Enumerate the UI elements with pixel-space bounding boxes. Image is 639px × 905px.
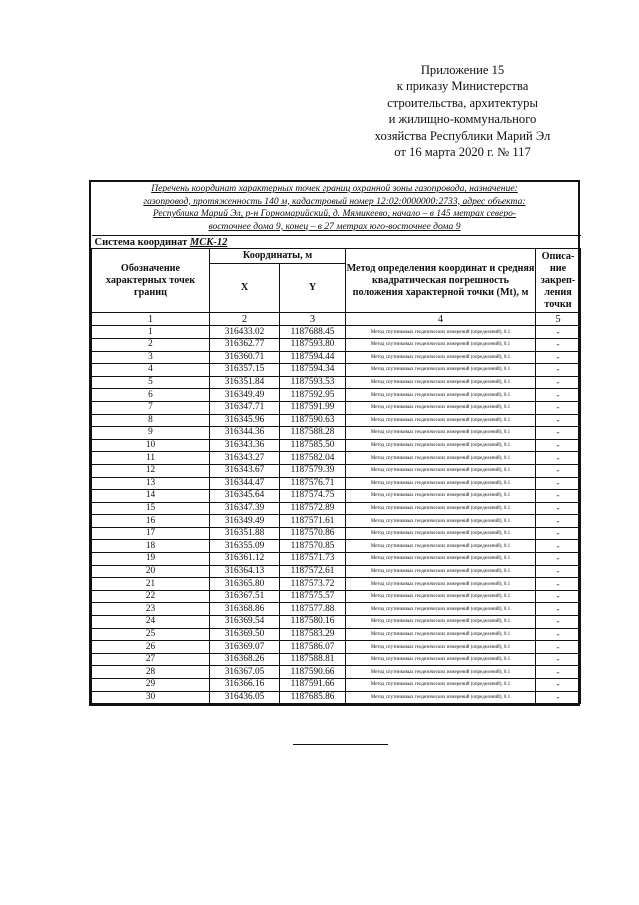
method-cell: Метод спутниковых геодезических измерений (определений), 0.1 xyxy=(346,389,536,402)
fixing-description-cell: - xyxy=(536,540,581,553)
point-number-cell: 27 xyxy=(92,653,210,666)
method-cell: Метод спутниковых геодезических измерений (определений), 0.1 xyxy=(346,401,536,414)
table-row xyxy=(92,666,581,679)
y-coordinate-cell: 1187591.99 xyxy=(280,401,346,414)
fixing-description-cell: - xyxy=(536,590,581,603)
method-cell: Метод спутниковых геодезических измерений (определений), 0.1 xyxy=(346,477,536,490)
x-coordinate-cell: 316351.88 xyxy=(210,527,280,540)
x-coordinate-cell: 316344.36 xyxy=(210,427,280,440)
fixing-description-cell: - xyxy=(536,389,581,402)
x-coordinate-cell: 316366.16 xyxy=(210,679,280,692)
fixing-description-cell: - xyxy=(536,427,581,440)
method-cell: Метод спутниковых геодезических измерений (определений), 0.1 xyxy=(346,653,536,666)
y-coordinate-cell: 1187579.39 xyxy=(280,464,346,477)
fixing-description-cell: - xyxy=(536,565,581,578)
point-number-cell: 26 xyxy=(92,641,210,654)
header-row xyxy=(92,249,581,264)
list-title-line: Республика Марий Эл, р-н Горномарийский, д. Мямикеево, начало – в 145 метрах северо- xyxy=(152,208,517,220)
coordinate-system-label: Система координат xyxy=(94,236,188,248)
method-cell: Метод спутниковых геодезических измерений (определений), 0.1 xyxy=(346,338,536,351)
fixing-description-cell: - xyxy=(536,666,581,679)
y-coordinate-cell: 1187582.04 xyxy=(280,452,346,465)
appendix-line: к приказу Министерства xyxy=(396,79,529,94)
table-row xyxy=(92,565,581,578)
table-row xyxy=(92,540,581,553)
x-coordinate-cell: 316361.12 xyxy=(210,553,280,566)
y-coordinate-cell: 1187685.86 xyxy=(280,691,346,704)
appendix-line: Приложение 15 xyxy=(420,63,505,77)
x-coordinate-cell: 316343.67 xyxy=(210,464,280,477)
fixing-description-cell: - xyxy=(536,502,581,515)
header-coordinates: Координаты, м xyxy=(210,249,346,264)
table-row xyxy=(92,376,581,389)
method-cell: Метод спутниковых геодезических измерений (определений), 0.1 xyxy=(346,666,536,679)
method-cell: Метод спутниковых геодезических измерений (определений), 0.1 xyxy=(346,376,536,389)
fixing-description-cell: - xyxy=(536,464,581,477)
column-number: 2 xyxy=(210,313,280,326)
fixing-description-cell: - xyxy=(536,603,581,616)
point-number-cell: 19 xyxy=(92,553,210,566)
point-number-cell: 6 xyxy=(92,389,210,402)
fixing-description-cell: - xyxy=(536,515,581,528)
table-row xyxy=(92,502,581,515)
y-coordinate-cell: 1187576.71 xyxy=(280,477,346,490)
x-coordinate-cell: 316433.02 xyxy=(210,326,280,339)
method-cell: Метод спутниковых геодезических измерений (определений), 0.1 xyxy=(346,590,536,603)
fixing-description-cell: - xyxy=(536,578,581,591)
y-coordinate-cell: 1187571.61 xyxy=(280,515,346,528)
x-coordinate-cell: 316349.49 xyxy=(210,389,280,402)
y-coordinate-cell: 1187572.89 xyxy=(280,502,346,515)
coordinates-sheet xyxy=(89,180,580,706)
fixing-description-cell: - xyxy=(536,527,581,540)
fixing-description-cell: - xyxy=(536,439,581,452)
fixing-description-cell: - xyxy=(536,338,581,351)
method-cell: Метод спутниковых геодезических измерений (определений), 0.1 xyxy=(346,427,536,440)
y-coordinate-cell: 1187588.81 xyxy=(280,653,346,666)
column-number: 5 xyxy=(536,313,581,326)
column-number: 1 xyxy=(92,313,210,326)
y-coordinate-cell: 1187688.45 xyxy=(280,326,346,339)
point-number-cell: 9 xyxy=(92,427,210,440)
y-coordinate-cell: 1187591.66 xyxy=(280,679,346,692)
y-coordinate-cell: 1187574.75 xyxy=(280,490,346,503)
y-coordinate-cell: 1187573.72 xyxy=(280,578,346,591)
table-row xyxy=(92,578,581,591)
point-number-cell: 12 xyxy=(92,464,210,477)
point-number-cell: 21 xyxy=(92,578,210,591)
method-cell: Метод спутниковых геодезических измерений (определений), 0.1 xyxy=(346,414,536,427)
header-designation: Обозначение характерных точек границ xyxy=(92,249,210,313)
x-coordinate-cell: 316362.77 xyxy=(210,338,280,351)
point-number-cell: 25 xyxy=(92,628,210,641)
y-coordinate-cell: 1187585.50 xyxy=(280,439,346,452)
x-coordinate-cell: 316368.26 xyxy=(210,653,280,666)
fixing-description-cell: - xyxy=(536,628,581,641)
appendix-line: хозяйства Республики Марий Эл xyxy=(374,128,551,143)
table-row xyxy=(92,364,581,377)
method-cell: Метод спутниковых геодезических измерений (определений), 0.1 xyxy=(346,578,536,591)
x-coordinate-cell: 316347.71 xyxy=(210,401,280,414)
table-row xyxy=(92,679,581,692)
table-row xyxy=(92,439,581,452)
fixing-description-cell: - xyxy=(536,351,581,364)
table-row xyxy=(92,553,581,566)
table-row xyxy=(92,490,581,503)
y-coordinate-cell: 1187570.86 xyxy=(280,527,346,540)
method-cell: Метод спутниковых геодезических измерений (определений), 0.1 xyxy=(346,326,536,339)
point-number-cell: 14 xyxy=(92,490,210,503)
table-row xyxy=(92,628,581,641)
coordinate-system xyxy=(92,236,581,249)
point-number-cell: 13 xyxy=(92,477,210,490)
x-coordinate-cell: 316367.51 xyxy=(210,590,280,603)
x-coordinate-cell: 316365.80 xyxy=(210,578,280,591)
closing-line xyxy=(293,744,388,745)
method-cell: Метод спутниковых геодезических измерений (определений), 0.1 xyxy=(346,628,536,641)
table-row xyxy=(92,414,581,427)
x-coordinate-cell: 316349.49 xyxy=(210,515,280,528)
column-number: 3 xyxy=(280,313,346,326)
y-coordinate-cell: 1187593.53 xyxy=(280,376,346,389)
x-coordinate-cell: 316369.50 xyxy=(210,628,280,641)
table-row xyxy=(92,338,581,351)
header-y: Y xyxy=(280,264,346,313)
point-number-cell: 30 xyxy=(92,691,210,704)
y-coordinate-cell: 1187572.61 xyxy=(280,565,346,578)
coordinate-system-value: МСК-12 xyxy=(189,236,228,248)
method-cell: Метод спутниковых геодезических измерений (определений), 0.1 xyxy=(346,490,536,503)
x-coordinate-cell: 316345.96 xyxy=(210,414,280,427)
point-number-cell: 29 xyxy=(92,679,210,692)
method-cell: Метод спутниковых геодезических измерений (определений), 0.1 xyxy=(346,452,536,465)
y-coordinate-cell: 1187583.29 xyxy=(280,628,346,641)
x-coordinate-cell: 316343.36 xyxy=(210,439,280,452)
method-cell: Метод спутниковых геодезических измерений (определений), 0.1 xyxy=(346,616,536,629)
column-number: 4 xyxy=(346,313,536,326)
point-number-cell: 10 xyxy=(92,439,210,452)
x-coordinate-cell: 316344.47 xyxy=(210,477,280,490)
method-cell: Метод спутниковых геодезических измерений (определений), 0.1 xyxy=(346,515,536,528)
y-coordinate-cell: 1187594.34 xyxy=(280,364,346,377)
point-number-cell: 23 xyxy=(92,603,210,616)
y-coordinate-cell: 1187577.88 xyxy=(280,603,346,616)
list-title xyxy=(91,182,578,235)
point-number-cell: 3 xyxy=(92,351,210,364)
fixing-description-cell: - xyxy=(536,616,581,629)
table-row xyxy=(92,427,581,440)
table-row xyxy=(92,326,581,339)
appendix-line: от 16 марта 2020 г. № 117 xyxy=(394,145,531,160)
fixing-description-cell: - xyxy=(536,452,581,465)
column-numbers-row xyxy=(92,313,581,326)
coordinates-table xyxy=(91,235,581,704)
table-row xyxy=(92,389,581,402)
y-coordinate-cell: 1187570.85 xyxy=(280,540,346,553)
point-number-cell: 8 xyxy=(92,414,210,427)
y-coordinate-cell: 1187571.73 xyxy=(280,553,346,566)
point-number-cell: 11 xyxy=(92,452,210,465)
table-row xyxy=(92,603,581,616)
table-row xyxy=(92,464,581,477)
method-cell: Метод спутниковых геодезических измерений (определений), 0.1 xyxy=(346,502,536,515)
list-title-line: восточнее дома 9, конец – в 27 метрах юго-восточнее дома 9 xyxy=(208,220,461,232)
table-row xyxy=(92,351,581,364)
y-coordinate-cell: 1187592.95 xyxy=(280,389,346,402)
point-number-cell: 24 xyxy=(92,616,210,629)
table-row xyxy=(92,477,581,490)
method-cell: Метод спутниковых геодезических измерений (определений), 0.1 xyxy=(346,540,536,553)
header-x: X xyxy=(210,264,280,313)
method-cell: Метод спутниковых геодезических измерений (определений), 0.1 xyxy=(346,464,536,477)
table-row xyxy=(92,590,581,603)
x-coordinate-cell: 316360.71 xyxy=(210,351,280,364)
point-number-cell: 15 xyxy=(92,502,210,515)
point-number-cell: 28 xyxy=(92,666,210,679)
point-number-cell: 2 xyxy=(92,338,210,351)
fixing-description-cell: - xyxy=(536,679,581,692)
point-number-cell: 17 xyxy=(92,527,210,540)
x-coordinate-cell: 316347.39 xyxy=(210,502,280,515)
y-coordinate-cell: 1187575.57 xyxy=(280,590,346,603)
method-cell: Метод спутниковых геодезических измерений (определений), 0.1 xyxy=(346,565,536,578)
fixing-description-cell: - xyxy=(536,414,581,427)
method-cell: Метод спутниковых геодезических измерений (определений), 0.1 xyxy=(346,439,536,452)
y-coordinate-cell: 1187593.80 xyxy=(280,338,346,351)
x-coordinate-cell: 316345.64 xyxy=(210,490,280,503)
y-coordinate-cell: 1187588.28 xyxy=(280,427,346,440)
fixing-description-cell: - xyxy=(536,553,581,566)
table-row xyxy=(92,691,581,704)
fixing-description-cell: - xyxy=(536,364,581,377)
appendix-header xyxy=(340,62,585,160)
table-body xyxy=(92,326,581,704)
y-coordinate-cell: 1187586.07 xyxy=(280,641,346,654)
method-cell: Метод спутниковых геодезических измерений (определений), 0.1 xyxy=(346,527,536,540)
point-number-cell: 1 xyxy=(92,326,210,339)
header-method: Метод определения координат и средняя квадратическая погрешность положения характерной точки (Mt), м xyxy=(346,249,536,313)
y-coordinate-cell: 1187580.16 xyxy=(280,616,346,629)
table-row xyxy=(92,527,581,540)
list-title-line: газопровод, протяженность 140 м, кадастровый номер 12:02:0000000:2733, адрес объекта: xyxy=(143,195,526,207)
x-coordinate-cell: 316351.84 xyxy=(210,376,280,389)
x-coordinate-cell: 316343.27 xyxy=(210,452,280,465)
x-coordinate-cell: 316369.07 xyxy=(210,641,280,654)
point-number-cell: 22 xyxy=(92,590,210,603)
method-cell: Метод спутниковых геодезических измерений (определений), 0.1 xyxy=(346,679,536,692)
table-row xyxy=(92,401,581,414)
fixing-description-cell: - xyxy=(536,401,581,414)
x-coordinate-cell: 316368.86 xyxy=(210,603,280,616)
y-coordinate-cell: 1187590.63 xyxy=(280,414,346,427)
fixing-description-cell: - xyxy=(536,691,581,704)
fixing-description-cell: - xyxy=(536,641,581,654)
table-row xyxy=(92,653,581,666)
fixing-description-cell: - xyxy=(536,477,581,490)
x-coordinate-cell: 316357.15 xyxy=(210,364,280,377)
x-coordinate-cell: 316355.09 xyxy=(210,540,280,553)
point-number-cell: 18 xyxy=(92,540,210,553)
table-row xyxy=(92,452,581,465)
method-cell: Метод спутниковых геодезических измерений (определений), 0.1 xyxy=(346,603,536,616)
point-number-cell: 16 xyxy=(92,515,210,528)
y-coordinate-cell: 1187594.44 xyxy=(280,351,346,364)
point-number-cell: 5 xyxy=(92,376,210,389)
fixing-description-cell: - xyxy=(536,653,581,666)
header-fixing: Описа-ние закреп-ления точки xyxy=(536,249,581,313)
method-cell: Метод спутниковых геодезических измерений (определений), 0.1 xyxy=(346,553,536,566)
point-number-cell: 20 xyxy=(92,565,210,578)
point-number-cell: 7 xyxy=(92,401,210,414)
table-row xyxy=(92,515,581,528)
fixing-description-cell: - xyxy=(536,326,581,339)
method-cell: Метод спутниковых геодезических измерений (определений), 0.1 xyxy=(346,364,536,377)
x-coordinate-cell: 316436.05 xyxy=(210,691,280,704)
method-cell: Метод спутниковых геодезических измерений (определений), 0.1 xyxy=(346,351,536,364)
point-number-cell: 4 xyxy=(92,364,210,377)
x-coordinate-cell: 316364.13 xyxy=(210,565,280,578)
fixing-description-cell: - xyxy=(536,490,581,503)
method-cell: Метод спутниковых геодезических измерений (определений), 0.1 xyxy=(346,641,536,654)
appendix-line: строительства, архитектуры xyxy=(387,95,538,110)
table-row xyxy=(92,641,581,654)
list-title-line: Перечень координат характерных точек границ охранной зоны газопровода, назначение: xyxy=(151,183,518,194)
table-row xyxy=(92,616,581,629)
coordinate-system-row xyxy=(92,236,581,249)
appendix-line: и жилищно-коммунального xyxy=(388,112,537,127)
x-coordinate-cell: 316367.05 xyxy=(210,666,280,679)
y-coordinate-cell: 1187590.66 xyxy=(280,666,346,679)
method-cell: Метод спутниковых геодезических измерений (определений), 0.1 xyxy=(346,691,536,704)
fixing-description-cell: - xyxy=(536,376,581,389)
x-coordinate-cell: 316369.54 xyxy=(210,616,280,629)
